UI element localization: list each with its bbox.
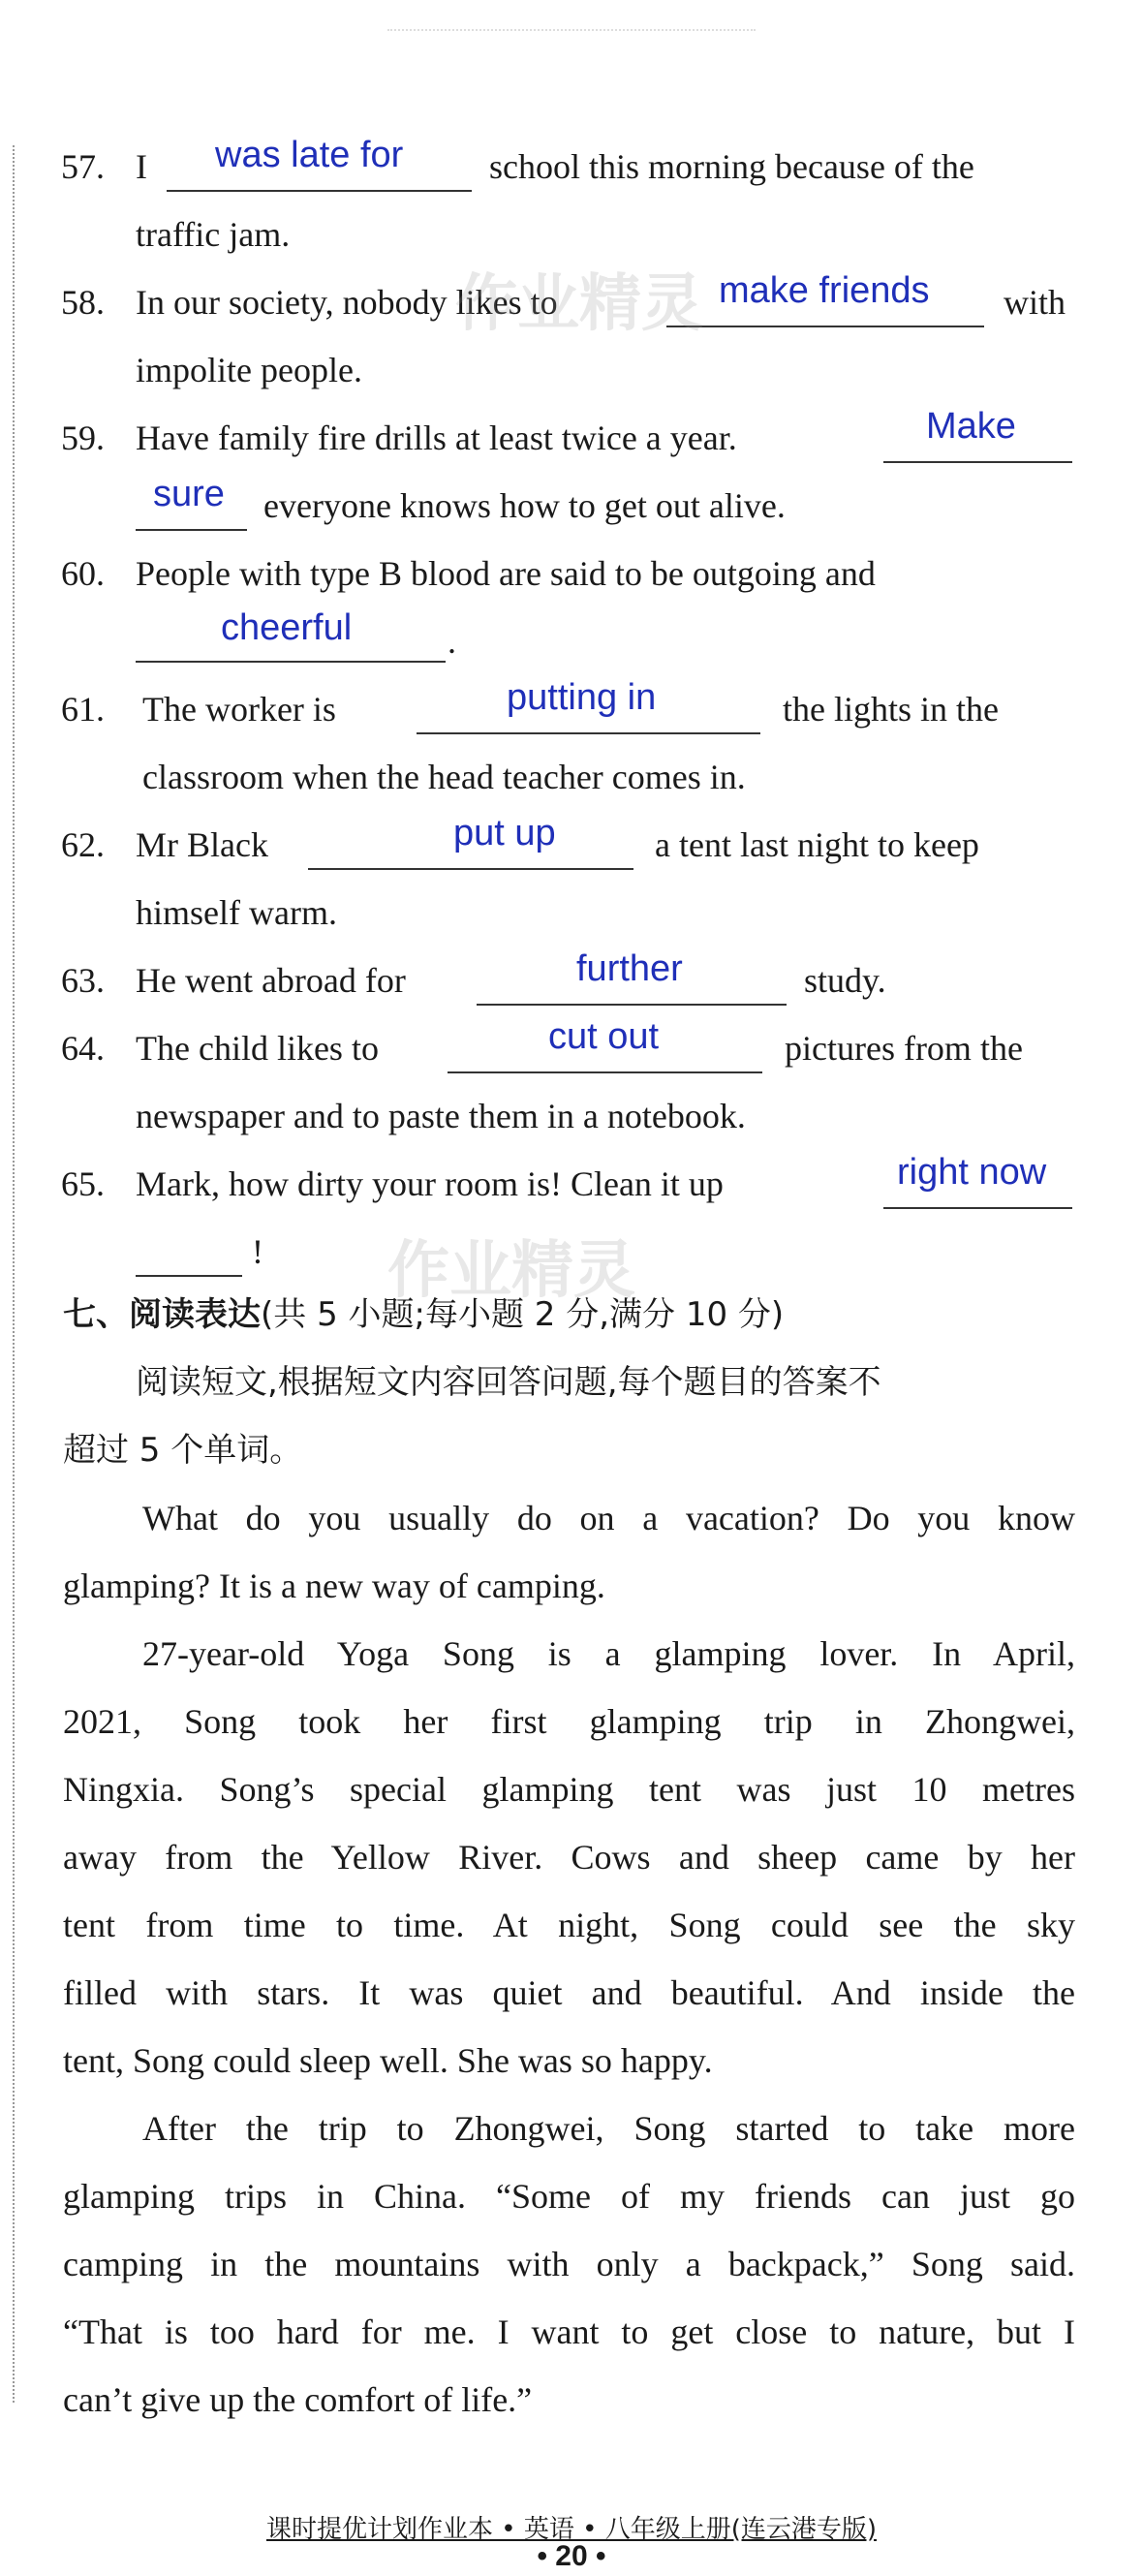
answer-blank[interactable] xyxy=(666,326,984,327)
binding-margin-line xyxy=(13,145,15,2403)
question-text: pictures from the xyxy=(785,1029,1023,1068)
question-text: In our society, nobody likes to xyxy=(136,283,558,322)
passage-line: After the trip to Zhongwei, Song started to take more xyxy=(142,2109,1075,2148)
instruction-text: 超过 5 个单词。 xyxy=(63,1431,303,1470)
footer-book-title: 课时提优计划作业本 • 英语 • 八年级上册(连云港专版) xyxy=(265,2515,878,2544)
passage-line: glamping trips in China. “Some of my friends can just go xyxy=(63,2177,1075,2216)
passage-line: Ningxia. Song’s special glamping tent was just 10 metres xyxy=(63,1770,1075,1809)
question-text: People with type B blood are said to be outgoing and xyxy=(136,554,876,593)
question-number: 57. xyxy=(61,147,105,186)
top-divider xyxy=(387,29,756,31)
handwritten-answer: was late for xyxy=(215,135,404,175)
answer-blank[interactable] xyxy=(883,461,1072,463)
question-text-continued: newspaper and to paste them in a notebook. xyxy=(136,1097,746,1135)
passage-line: 27-year-old Yoga Song is a glamping lover. In April, xyxy=(142,1634,1075,1673)
passage-line: glamping? It is a new way of camping. xyxy=(63,1567,605,1605)
question-number: 63. xyxy=(61,961,105,1000)
passage-line: tent from time to time. At night, Song could see the sky xyxy=(63,1906,1075,1944)
question-number: 60. xyxy=(61,554,105,593)
question-text: study. xyxy=(804,961,886,1000)
handwritten-answer: further xyxy=(576,948,683,989)
question-number: 59. xyxy=(61,419,105,457)
question-number: 64. xyxy=(61,1029,105,1068)
question-text: the lights in the xyxy=(783,690,999,729)
question-text-continued: himself warm. xyxy=(136,893,337,932)
question-text-continued: classroom when the head teacher comes in. xyxy=(142,758,746,796)
passage-line: can’t give up the comfort of life.” xyxy=(63,2380,533,2419)
handwritten-answer: sure xyxy=(153,474,225,514)
handwritten-answer: make friends xyxy=(719,270,930,311)
question-text: with xyxy=(1004,283,1066,322)
question-text: . xyxy=(448,622,456,661)
answer-blank[interactable] xyxy=(883,1207,1072,1209)
passage-line: away from the Yellow River. Cows and sheep came by her xyxy=(63,1838,1075,1877)
passage-line: “That is too hard for me. I want to get close to nature, but I xyxy=(63,2312,1075,2351)
question-text: Mr Black xyxy=(136,825,268,864)
answer-blank[interactable] xyxy=(136,661,446,663)
answer-blank[interactable] xyxy=(136,529,247,531)
handwritten-answer: cut out xyxy=(548,1016,660,1057)
question-text: Have family fire drills at least twice a year. xyxy=(136,419,737,457)
question-text: a tent last night to keep xyxy=(655,825,979,864)
handwritten-answer: Make xyxy=(926,406,1016,447)
handwritten-answer: putting in xyxy=(507,677,657,718)
section-scoring: (共 5 小题;每小题 2 分,满分 10 分) xyxy=(261,1295,785,1334)
question-text-continued: everyone knows how to get out alive. xyxy=(263,486,786,525)
question-text-continued: traffic jam. xyxy=(136,215,291,254)
question-text: The child likes to xyxy=(136,1029,379,1068)
answer-blank[interactable] xyxy=(417,732,760,734)
question-number: 61. xyxy=(61,690,105,729)
handwritten-answer: cheerful xyxy=(221,607,353,648)
answer-blank[interactable] xyxy=(448,1071,762,1073)
page-number: • 20 • xyxy=(537,2540,606,2572)
question-text: He went abroad for xyxy=(136,961,406,1000)
passage-line: 2021, Song took her first glamping trip in Zhongwei, xyxy=(63,1702,1075,1741)
watermark: 作业精灵 xyxy=(387,1235,635,1307)
question-text: The worker is xyxy=(142,690,336,729)
instruction-text: 阅读短文,根据短文内容回答问题,每个题目的答案不 xyxy=(136,1363,881,1402)
section-heading xyxy=(63,1293,784,1336)
question-text: school this morning because of the xyxy=(489,147,974,186)
handwritten-answer: right now xyxy=(897,1152,1047,1193)
section-title: 七、阅读表达 xyxy=(63,1295,261,1334)
passage-line: filled with stars. It was quiet and beautiful. And inside the xyxy=(63,1973,1075,2012)
question-number: 62. xyxy=(61,825,105,864)
handwritten-answer: put up xyxy=(453,813,556,853)
question-text-continued: impolite people. xyxy=(136,351,362,389)
question-text: ! xyxy=(252,1232,263,1271)
passage-line: camping in the mountains with only a backpack,” Song said. xyxy=(63,2245,1075,2283)
question-number: 65. xyxy=(61,1164,105,1203)
answer-blank[interactable] xyxy=(167,190,472,192)
passage-line: What do you usually do on a vacation? Do you know xyxy=(142,1499,1075,1537)
passage-line: tent, Song could sleep well. She was so happy. xyxy=(63,2041,713,2080)
answer-blank[interactable] xyxy=(136,1275,242,1277)
answer-blank[interactable] xyxy=(308,868,633,870)
watermark: 作业精灵 xyxy=(455,268,703,340)
question-text: I xyxy=(136,147,147,186)
question-number: 58. xyxy=(61,283,105,322)
question-text: Mark, how dirty your room is! Clean it up xyxy=(136,1164,724,1203)
answer-blank[interactable] xyxy=(477,1004,787,1006)
